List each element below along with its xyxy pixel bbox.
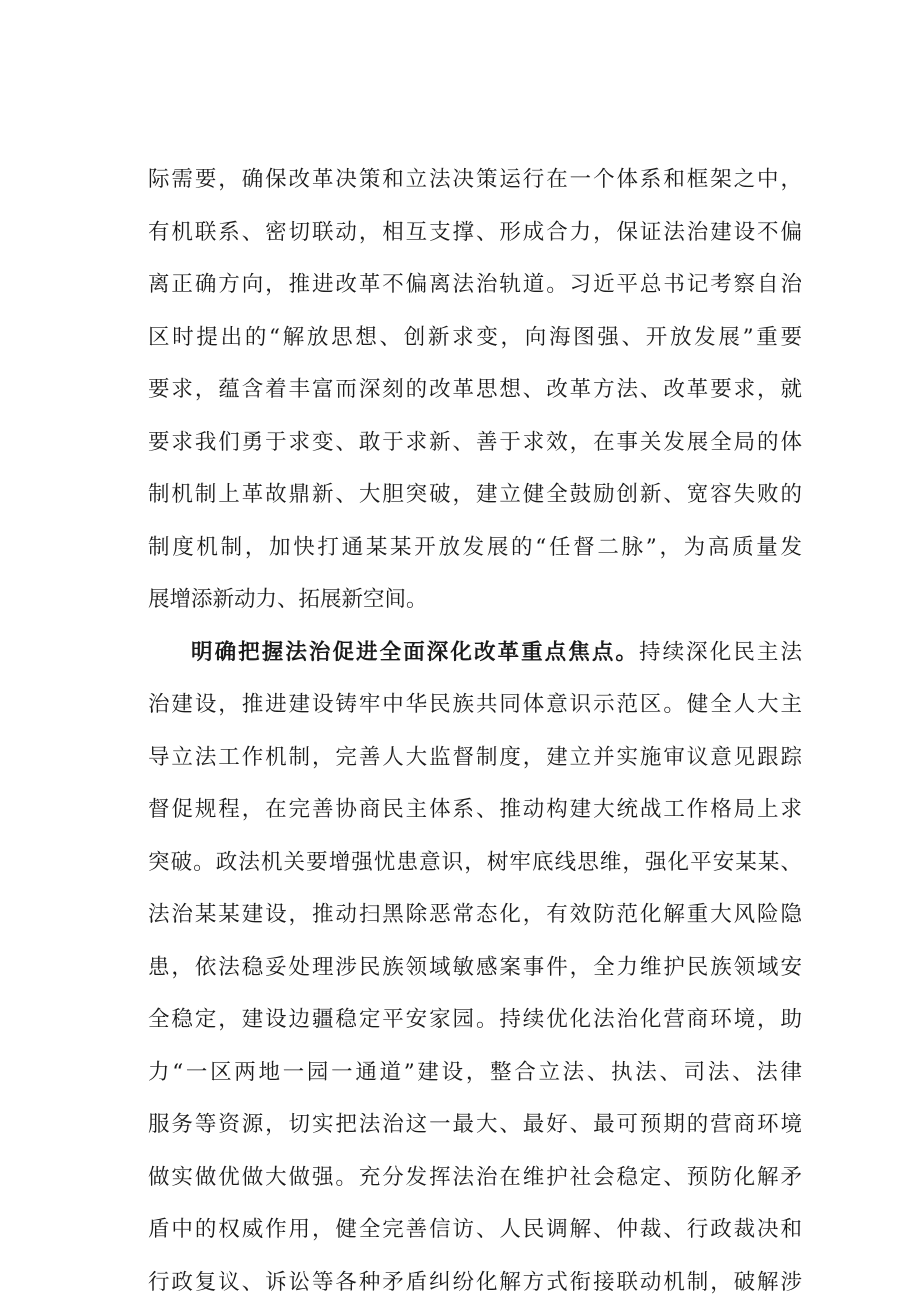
paragraph-1	[148, 154, 802, 627]
paragraph-1-line: 展增添新动力、拓展新空间。	[148, 574, 802, 627]
paragraph-2-line: 做实做优做大做强。充分发挥法治在维护社会稳定、预防化解矛	[148, 1152, 802, 1205]
paragraph-1-line: 要求我们勇于求变、敢于求新、善于求效，在事关发展全局的体	[148, 417, 802, 470]
paragraph-1-line: 际需要，确保改革决策和立法决策运行在一个体系和框架之中，	[148, 154, 802, 207]
paragraph-1-line: 有机联系、密切联动，相互支撑、形成合力，保证法治建设不偏	[148, 207, 802, 260]
paragraph-2	[148, 627, 802, 1309]
paragraph-2-line: 突破。政法机关要增强忧患意识，树牢底线思维，强化平安某某、	[148, 837, 802, 890]
paragraph-2-line: 治建设，推进建设铸牢中华民族共同体意识示范区。健全人大主	[148, 679, 802, 732]
paragraph-2-line: 患，依法稳妥处理涉民族领域敏感案事件，全力维护民族领域安	[148, 942, 802, 995]
paragraph-2-line: 行政复议、诉讼等各种矛盾纠纷化解方式衔接联动机制，破解涉	[148, 1257, 802, 1309]
paragraph-2-line: 盾中的权威作用，健全完善信访、人民调解、仲裁、行政裁决和	[148, 1204, 802, 1257]
paragraph-1-line: 离正确方向，推进改革不偏离法治轨道。习近平总书记考察自治	[148, 259, 802, 312]
paragraph-2-line: 全稳定，建设边疆稳定平安家园。持续优化法治化营商环境，助	[148, 994, 802, 1047]
paragraph-2-first-line-rest: 持续深化民主法	[639, 640, 802, 665]
paragraph-2-line: 力“一区两地一园一通道”建设，整合立法、执法、司法、法律	[148, 1047, 802, 1100]
paragraph-2-first-line	[148, 627, 802, 680]
paragraph-2-heading: 明确把握法治促进全面深化改革重点焦点。	[191, 640, 639, 665]
paragraph-1-line: 区时提出的“解放思想、创新求变，向海图强、开放发展”重要	[148, 312, 802, 365]
paragraph-2-line: 督促规程，在完善协商民主体系、推动构建大统战工作格局上求	[148, 784, 802, 837]
paragraph-2-line: 法治某某建设，推动扫黑除恶常态化，有效防范化解重大风险隐	[148, 889, 802, 942]
paragraph-1-line: 要求，蕴含着丰富而深刻的改革思想、改革方法、改革要求，就	[148, 364, 802, 417]
paragraph-1-line: 制度机制，加快打通某某开放发展的“任督二脉”，为高质量发	[148, 522, 802, 575]
paragraph-2-line: 导立法工作机制，完善人大监督制度，建立并实施审议意见跟踪	[148, 732, 802, 785]
paragraph-1-line: 制机制上革故鼎新、大胆突破，建立健全鼓励创新、宽容失败的	[148, 469, 802, 522]
paragraph-2-line: 服务等资源，切实把法治这一最大、最好、最可预期的营商环境	[148, 1099, 802, 1152]
document-body	[148, 154, 802, 1309]
